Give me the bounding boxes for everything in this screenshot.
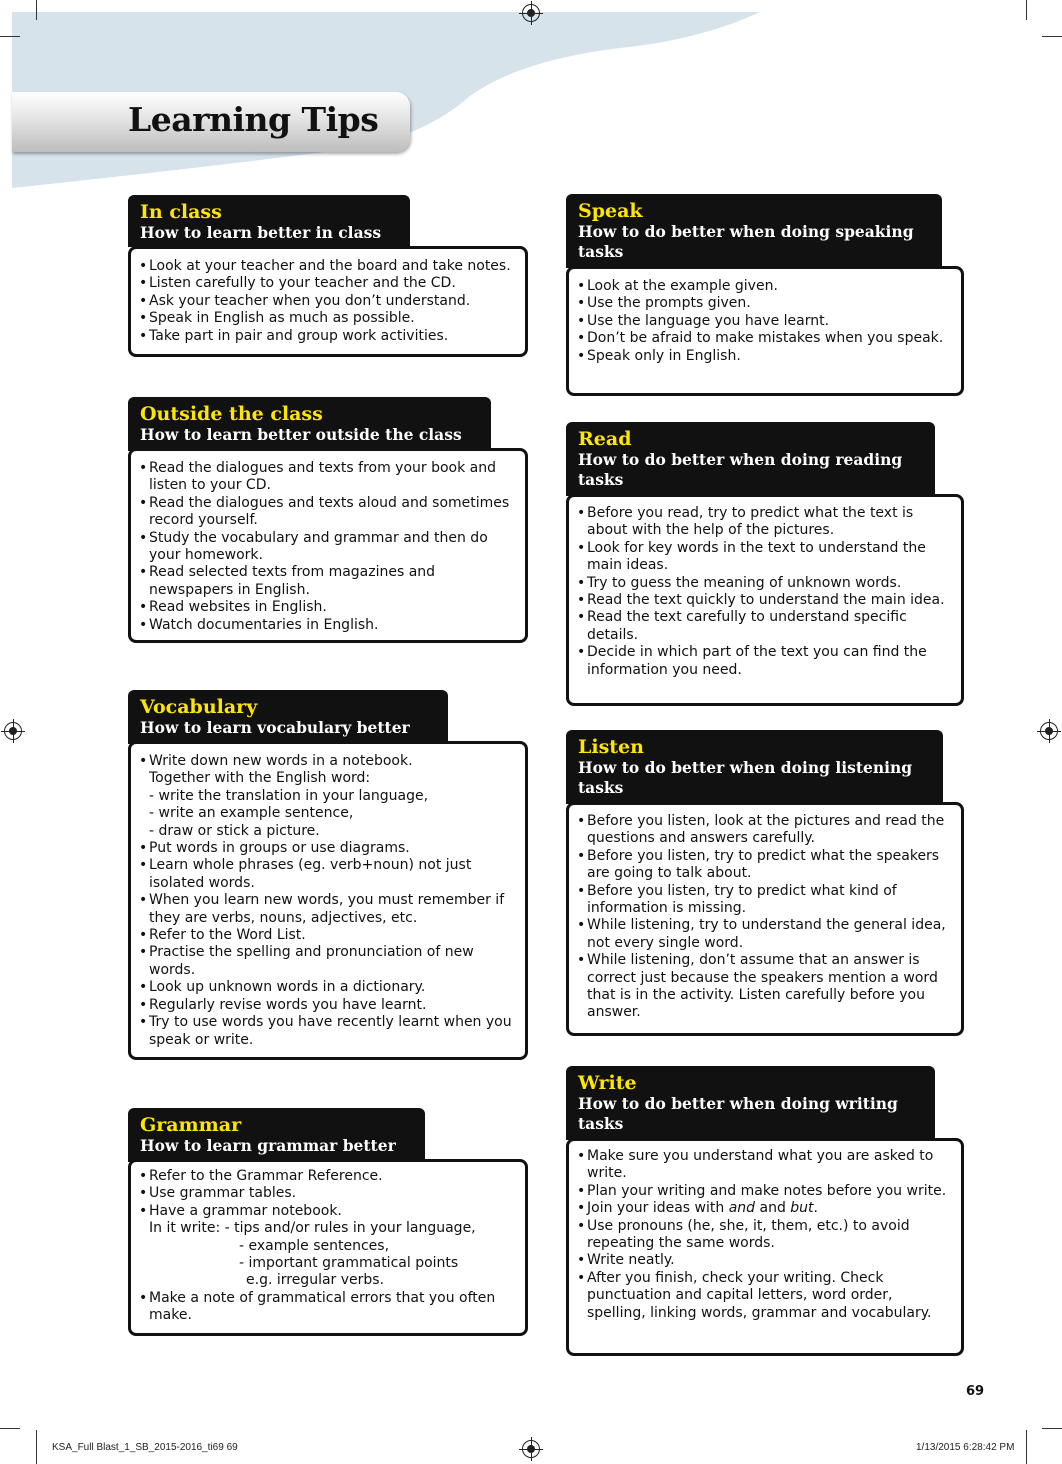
tip-header	[566, 422, 935, 496]
list-item: • Ask your teacher when you don’t understand.	[139, 293, 517, 310]
crop-mark	[0, 36, 20, 37]
tip-subheading: How to do better when doing listening tasks	[578, 758, 913, 797]
text-run: and	[755, 1200, 791, 1217]
tip-heading: Write	[578, 1072, 637, 1094]
list-item: • Listen carefully to your teacher and the CD.	[139, 275, 517, 292]
list-item: • Before you listen, try to predict what kind of information is missing.	[577, 883, 953, 918]
italic-but: but	[790, 1200, 814, 1217]
tip-body	[566, 1138, 964, 1356]
list-item: • Look up unknown words in a dictionary.	[139, 979, 517, 996]
list-item: • Don’t be afraid to make mistakes when you speak.	[577, 330, 953, 347]
tip-body	[128, 741, 528, 1060]
crop-mark	[1042, 1428, 1062, 1429]
tip-subheading: How to do better when doing reading tasks	[578, 450, 903, 489]
list-item-line: - draw or stick a picture.	[149, 822, 320, 839]
tip-subheading: How to learn better in class	[140, 223, 382, 242]
italic-and: and	[728, 1200, 756, 1217]
list-item: • Look for key words in the text to understand the main ideas.	[577, 540, 953, 575]
tip-header	[128, 1108, 425, 1162]
list-item: • Before you read, try to predict what the text is about with the help of the pictures.	[577, 505, 953, 540]
tip-box-grammar	[128, 1108, 528, 1336]
list-item: • Read selected texts from magazines and newspapers in English.	[139, 564, 517, 599]
list-item: • Learn whole phrases (eg. verb+noun) not just isolated words.	[139, 857, 517, 892]
tip-body	[566, 802, 964, 1036]
list-item: • Look at the example given.	[577, 278, 953, 295]
crop-mark	[36, 0, 37, 20]
tip-header	[566, 1066, 935, 1140]
tip-subheading: How to learn better outside the class	[140, 425, 462, 444]
list-item-line: • Have a grammar notebook.	[149, 1202, 342, 1219]
crop-mark	[1042, 36, 1062, 37]
list-item-line: - write an example sentence,	[149, 805, 354, 822]
text-run: .	[813, 1200, 818, 1217]
tip-heading: In class	[140, 201, 222, 223]
tip-body	[566, 266, 964, 396]
list-item: • Regularly revise words you have learnt.	[139, 997, 517, 1014]
tip-header	[566, 730, 943, 804]
tip-box-speak	[566, 194, 964, 396]
list-item: • Study the vocabulary and grammar and then do your homework.	[139, 530, 517, 565]
list-item: • Refer to the Word List.	[139, 927, 517, 944]
list-item-line: • Write down new words in a notebook.	[149, 753, 413, 769]
list-item	[577, 1200, 953, 1217]
list-item: • Decide in which part of the text you can find the information you need.	[577, 644, 953, 679]
tip-subheading: How to do better when doing writing tasks	[578, 1094, 898, 1133]
footer-timestamp: 1/13/2015 6:28:42 PM	[916, 1442, 1015, 1453]
registration-mark-icon	[1040, 722, 1058, 740]
tip-heading: Listen	[578, 736, 644, 758]
list-item: • Watch documentaries in English.	[139, 617, 517, 634]
crop-mark	[36, 1430, 37, 1464]
list-item-line: Together with the English word:	[149, 770, 371, 787]
list-item: • Use pronouns (he, she, it, them, etc.) to avoid repeating the same words.	[577, 1218, 953, 1253]
tip-heading: Speak	[578, 200, 643, 222]
list-item: • While listening, try to understand the general idea, not every single word.	[577, 917, 953, 952]
list-item: • Speak in English as much as possible.	[139, 310, 517, 327]
list-item: • Make a note of grammatical errors that you often make.	[139, 1290, 517, 1325]
page-number: 69	[966, 1384, 985, 1399]
list-item: • Speak only in English.	[577, 348, 953, 365]
list-item: • Read the text quickly to understand the main idea.	[577, 592, 953, 609]
registration-mark-icon	[4, 722, 22, 740]
list-item: • Read websites in English.	[139, 599, 517, 616]
list-item	[139, 753, 517, 840]
list-item: • Take part in pair and group work activities.	[139, 328, 517, 345]
list-item: • Before you listen, look at the pictures and read the questions and answers carefully.	[577, 813, 953, 848]
tip-box-write	[566, 1066, 964, 1356]
tip-subheading: How to do better when doing speaking tasks	[578, 222, 914, 261]
tip-heading: Read	[578, 428, 632, 450]
tip-body	[128, 1159, 528, 1336]
list-item: • Write neatly.	[577, 1252, 953, 1269]
list-item: • When you learn new words, you must remember if they are verbs, nouns, adjectives, etc.	[139, 892, 517, 927]
tip-body	[128, 246, 528, 357]
tip-heading: Vocabulary	[140, 696, 258, 718]
list-item: • Plan your writing and make notes before you write.	[577, 1183, 953, 1200]
list-item: • Practise the spelling and pronunciation of new words.	[139, 944, 517, 979]
tip-box-vocabulary	[128, 690, 528, 1060]
list-item: • Put words in groups or use diagrams.	[139, 840, 517, 857]
list-item: • Make sure you understand what you are asked to write.	[577, 1148, 953, 1183]
crop-mark	[1026, 0, 1027, 20]
list-item: • Read the text carefully to understand specific details.	[577, 609, 953, 644]
tip-subheading: How to learn grammar better	[140, 1136, 396, 1155]
list-item: • While listening, don’t assume that an answer is correct just because the speakers mention a word that is in the activity. Listen carefully before you answer.	[577, 952, 953, 1022]
list-item: • After you finish, check your writing. Check punctuation and capital letters, word order, spelling, linking words, grammar and vocabulary.	[577, 1270, 953, 1322]
tip-subheading: How to learn vocabulary better	[140, 718, 410, 737]
list-item	[139, 1203, 517, 1290]
list-item: • Read the dialogues and texts aloud and sometimes record yourself.	[139, 495, 517, 530]
crop-mark	[1026, 1430, 1027, 1464]
list-item-line: - example sentences,	[239, 1237, 390, 1254]
list-item-line: - write the translation in your language,	[149, 787, 429, 804]
list-item: • Look at your teacher and the board and take notes.	[139, 258, 517, 275]
tip-heading: Grammar	[140, 1114, 242, 1136]
footer-file-info: KSA_Full Blast_1_SB_2015-2016_ti69 69	[52, 1442, 238, 1453]
tip-body	[566, 494, 964, 706]
list-item: • Read the dialogues and texts from your book and listen to your CD.	[139, 460, 517, 495]
list-item: • Use the prompts given.	[577, 295, 953, 312]
tip-box-read	[566, 422, 964, 706]
tip-header	[128, 195, 410, 247]
tip-box-listen	[566, 730, 964, 1036]
text-run: Join your ideas with	[587, 1200, 729, 1217]
list-item: • Use grammar tables.	[139, 1185, 517, 1202]
tip-heading: Outside the class	[140, 403, 323, 425]
list-item: • Use the language you have learnt.	[577, 313, 953, 330]
tip-header	[566, 194, 942, 268]
list-item: • Refer to the Grammar Reference.	[139, 1168, 517, 1185]
registration-mark-icon	[522, 4, 540, 22]
page-title: Learning Tips	[128, 100, 379, 139]
tip-box-outside-class	[128, 397, 528, 643]
list-item: • Try to use words you have recently learnt when you speak or write.	[139, 1014, 517, 1049]
tip-body	[128, 448, 528, 643]
list-item-line: e.g. irregular verbs.	[246, 1272, 385, 1289]
list-item-line: - important grammatical points	[239, 1255, 459, 1272]
crop-mark	[0, 1428, 20, 1429]
tip-header	[128, 397, 491, 451]
tip-header	[128, 690, 448, 744]
list-item-line: In it write: - tips and/or rules in your language,	[149, 1220, 476, 1237]
registration-mark-icon	[522, 1440, 540, 1458]
list-item: • Try to guess the meaning of unknown words.	[577, 575, 953, 592]
tip-box-in-class	[128, 195, 528, 357]
list-item: • Before you listen, try to predict what the speakers are going to talk about.	[577, 848, 953, 883]
